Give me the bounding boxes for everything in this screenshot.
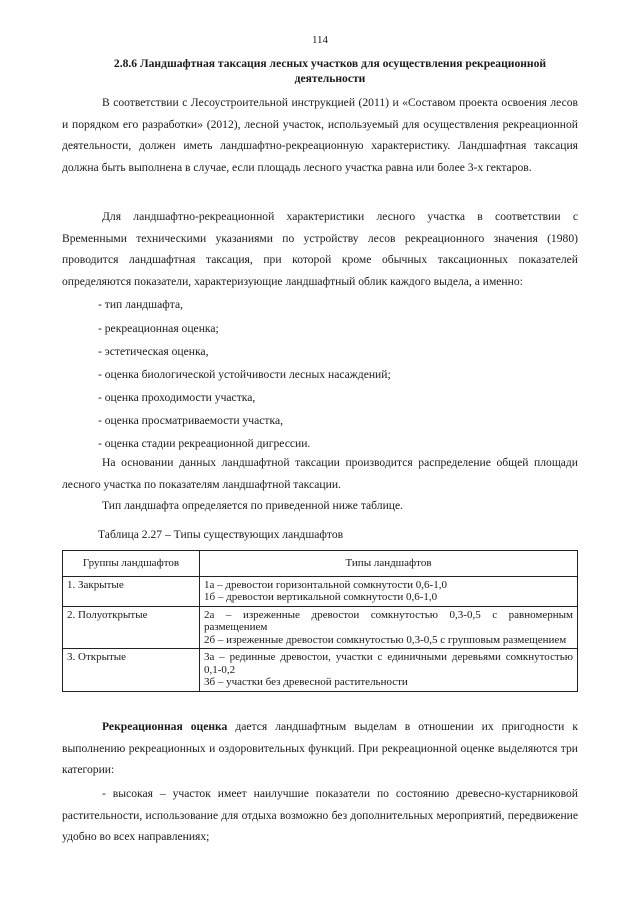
paragraph-4: Тип ландшафта определяется по приведенной ниже таблице. (102, 499, 404, 512)
table-caption: Таблица 2.27 – Типы существующих ландшафтов (98, 528, 344, 541)
list-item: - оценка биологической устойчивости лесных насаждений; (98, 368, 391, 381)
page-number: 114 (311, 34, 329, 46)
paragraph-1: В соответствии с Лесоустроительной инструкцией (2011) и «Составом проекта освоения лесов и порядком его разработки» (2012), лесной участок, используемый для осуществления рекреационной деятельности, должен иметь ландшафтно-рекреационную характеристику. Ландшафтная таксация должна быть выполнена в случае, если площадь лесного участка равна или более 3-х гектаров. (62, 96, 578, 174)
table-cell-group: 2. Полуоткрытые (63, 606, 200, 649)
landscape-types-table (62, 550, 578, 692)
section-heading: 2.8.6 Ландшафтная таксация лесных участков для осуществления рекреационной деятельности (113, 57, 547, 85)
landscape-type: 2а – изреженные древостои сомкнутостью 0,3-0,5 с равномерным размещением (204, 608, 573, 633)
bold-term: Рекреационная оценка (102, 720, 228, 733)
list-item: - рекреационная оценка; (98, 322, 219, 335)
table-row (63, 649, 578, 692)
list-item: - тип ландшафта, (98, 298, 184, 311)
table-row (63, 576, 578, 606)
table-cell-types (200, 576, 578, 606)
landscape-type: 3а – рединные древостои, участки с единичными деревьями сомкнутостью 0,1-0,2 (204, 651, 573, 676)
table-header-cell: Группы ландшафтов (63, 551, 200, 577)
table-header-cell: Типы ландшафтов (200, 551, 578, 577)
landscape-type: 3б – участки без древесной растительности (204, 676, 408, 688)
landscape-type: 2б – изреженные древостои сомкнутостью 0,3-0,5 с групповым размещением (204, 633, 567, 646)
paragraph-5 (62, 716, 578, 781)
table-cell-group: 1. Закрытые (63, 576, 200, 606)
list-item: - оценка стадии рекреационной дигрессии. (98, 437, 311, 450)
table-cell-types (200, 606, 578, 649)
table-cell-types (200, 649, 578, 692)
list-item: - оценка проходимости участка, (98, 391, 256, 404)
list-item: - оценка просматриваемости участка, (98, 414, 283, 427)
paragraph-5-text: дается ландшафтным выделам в отношении их пригодности к выполнению рекреационных и оздоровительных функций. При рекреационной оценке выделяются три категории: (62, 720, 579, 776)
table-header-row (63, 551, 578, 577)
list-item: - эстетическая оценка, (98, 345, 209, 358)
paragraph-3: На основании данных ландшафтной таксации производится распределение общей площади лесного участка по показателям ландшафтной таксации. (62, 456, 578, 491)
paragraph-6: - высокая – участок имеет наилучшие показатели по состоянию древесно-кустарниковой растительности, использование для отдыха возможно без дополнительных мероприятий, передвижение удобно во всех направлениях; (62, 787, 578, 843)
landscape-type: 1б – древостои вертикальной сомкнутости 0,6-1,0 (204, 591, 438, 603)
table-row (63, 606, 578, 649)
paragraph-2: Для ландшафтно-рекреационной характеристики лесного участка в соответствии с Временными техническими указаниями по устройству лесов рекреационного значения (1980) проводится ландшафтная таксация, при которой кроме обычных таксационных показателей определяются показатели, характеризующие ландшафтный облик каждого выдела, а именно: (62, 210, 578, 288)
landscape-type: 1а – древостои горизонтальной сомкнутости 0,6-1,0 (204, 578, 447, 591)
table-cell-group: 3. Открытые (63, 649, 200, 692)
